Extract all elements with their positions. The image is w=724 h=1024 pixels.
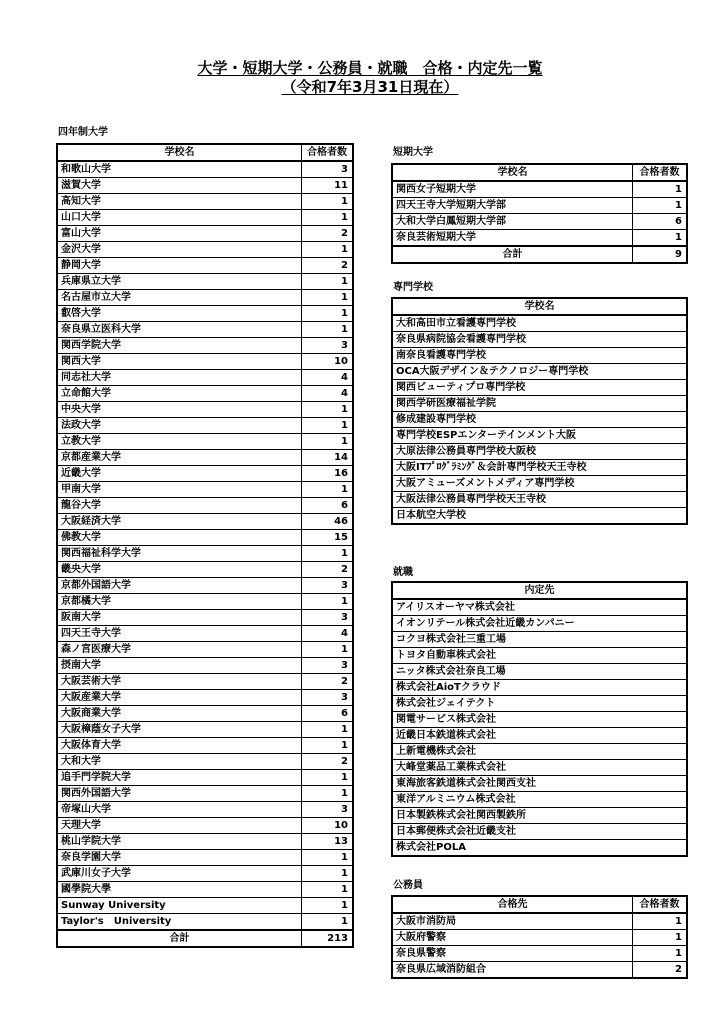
table-row — [393, 792, 687, 808]
company-name-cell: 株式会社POLA — [393, 840, 687, 856]
count-cell: 1 — [302, 914, 353, 931]
table-row — [58, 818, 353, 834]
junior-college-table — [392, 164, 687, 263]
count-cell: 1 — [633, 198, 687, 214]
company-name-cell: 日本郵便株式会社近畿支社 — [393, 824, 687, 840]
school-name-cell: 静岡大学 — [58, 258, 302, 274]
count-cell: 1 — [302, 418, 353, 434]
table-row — [393, 396, 687, 412]
count-cell: 1 — [302, 434, 353, 450]
count-cell: 1 — [302, 770, 353, 786]
company-name-cell: トヨタ自動車株式会社 — [393, 648, 687, 664]
count-cell: 1 — [633, 230, 687, 247]
count-cell: 3 — [302, 658, 353, 674]
total-label: 合計 — [393, 246, 633, 263]
table-row — [393, 198, 687, 214]
school-name-cell: 兵庫県立大学 — [58, 274, 302, 290]
school-name-cell: 奈良県警察 — [393, 946, 633, 962]
col-header-company: 内定先 — [393, 583, 687, 600]
table-row — [58, 530, 353, 546]
count-cell: 1 — [302, 482, 353, 498]
count-cell: 1 — [302, 290, 353, 306]
count-cell: 16 — [302, 466, 353, 482]
school-name-cell: 近畿大学 — [58, 466, 302, 482]
table-row — [58, 562, 353, 578]
table-row — [393, 696, 687, 712]
table-row — [393, 744, 687, 760]
public-service-table-header — [393, 897, 687, 914]
table-row — [393, 332, 687, 348]
count-cell: 2 — [302, 674, 353, 690]
table-row — [58, 866, 353, 882]
col-header-count: 合格者数 — [302, 145, 353, 162]
count-cell: 1 — [302, 866, 353, 882]
count-cell: 1 — [302, 594, 353, 610]
page-subtitle-date: （令和7年3月31日現在） — [281, 78, 459, 96]
school-name-cell: 大阪府警察 — [393, 930, 633, 946]
table-row — [393, 428, 687, 444]
count-cell: 1 — [302, 882, 353, 898]
count-cell: 3 — [302, 338, 353, 354]
school-name-cell: 帝塚山大学 — [58, 802, 302, 818]
employment-table-header — [393, 583, 687, 600]
table-row — [393, 380, 687, 396]
total-row — [393, 246, 687, 263]
count-cell: 15 — [302, 530, 353, 546]
table-row — [393, 712, 687, 728]
col-header-school-name: 学校名 — [58, 145, 302, 162]
school-name-cell: 大阪体育大学 — [58, 738, 302, 754]
school-name-cell: 関西学院大学 — [58, 338, 302, 354]
count-cell: 1 — [302, 738, 353, 754]
public-service-section-label: 公務員 — [393, 880, 423, 891]
university-section-label: 四年制大学 — [58, 127, 108, 138]
university-table-header — [58, 145, 353, 162]
table-row — [58, 498, 353, 514]
company-name-cell: 東海旅客鉄道株式会社関西支社 — [393, 776, 687, 792]
table-row — [58, 578, 353, 594]
count-cell: 1 — [302, 194, 353, 210]
company-name-cell: 株式会社AioTクラウド — [393, 680, 687, 696]
school-name-cell: 大阪樟蔭女子大学 — [58, 722, 302, 738]
table-row — [393, 364, 687, 380]
junior-college-section-label: 短期大学 — [393, 147, 433, 158]
table-row — [58, 674, 353, 690]
count-cell: 1 — [302, 722, 353, 738]
table-row — [58, 770, 353, 786]
table-row — [58, 370, 353, 386]
table-row — [393, 492, 687, 508]
school-name-cell: 中央大学 — [58, 402, 302, 418]
school-name-cell: 滋賀大学 — [58, 178, 302, 194]
count-cell: 1 — [302, 786, 353, 802]
school-name-cell: Taylor's University — [58, 914, 302, 931]
table-row — [393, 181, 687, 198]
table-row — [58, 626, 353, 642]
count-cell: 3 — [302, 161, 353, 178]
count-cell: 1 — [302, 546, 353, 562]
count-cell: 2 — [302, 562, 353, 578]
table-row — [393, 616, 687, 632]
table-row — [393, 946, 687, 962]
table-row — [393, 315, 687, 332]
table-row — [393, 824, 687, 840]
count-cell: 10 — [302, 354, 353, 370]
company-name-cell: 日本製鉄株式会社関西製鉄所 — [393, 808, 687, 824]
school-name-cell: 関西ビューティプロ専門学校 — [393, 380, 687, 396]
company-name-cell: 関電サービス株式会社 — [393, 712, 687, 728]
table-row — [393, 760, 687, 776]
count-cell: 1 — [302, 306, 353, 322]
table-row — [58, 226, 353, 242]
school-name-cell: 四天王寺大学 — [58, 626, 302, 642]
school-name-cell: 大阪ITﾌﾟﾛｸﾞﾗﾐﾝｸﾞ＆会計専門学校天王寺校 — [393, 460, 687, 476]
school-name-cell: 大阪経済大学 — [58, 514, 302, 530]
school-name-cell: 武庫川女子大学 — [58, 866, 302, 882]
company-name-cell: イオンリテール株式会社近畿カンパニー — [393, 616, 687, 632]
table-row — [393, 680, 687, 696]
table-row — [58, 434, 353, 450]
table-row — [58, 258, 353, 274]
count-cell: 4 — [302, 626, 353, 642]
table-row — [393, 214, 687, 230]
count-cell: 1 — [633, 181, 687, 198]
table-row — [58, 386, 353, 402]
school-name-cell: 奈良県立医科大学 — [58, 322, 302, 338]
school-name-cell: 阪南大学 — [58, 610, 302, 626]
school-name-cell: 京都橘大学 — [58, 594, 302, 610]
table-row — [58, 210, 353, 226]
count-cell: 2 — [302, 754, 353, 770]
school-name-cell: 専門学校ESPエンターテインメント大阪 — [393, 428, 687, 444]
school-name-cell: 大阪芸術大学 — [58, 674, 302, 690]
table-row — [58, 178, 353, 194]
table-row — [58, 354, 353, 370]
school-name-cell: 大阪商業大学 — [58, 706, 302, 722]
table-row — [58, 290, 353, 306]
school-name-cell: 龍谷大学 — [58, 498, 302, 514]
school-name-cell: 関西学研医療福祉学院 — [393, 396, 687, 412]
count-cell: 1 — [302, 402, 353, 418]
company-name-cell: 近畿日本鉄道株式会社 — [393, 728, 687, 744]
table-row — [393, 776, 687, 792]
count-cell: 1 — [302, 242, 353, 258]
company-name-cell: 株式会社ジェイテクト — [393, 696, 687, 712]
table-row — [393, 476, 687, 492]
school-name-cell: 関西福祉科学大学 — [58, 546, 302, 562]
count-cell: 6 — [302, 706, 353, 722]
table-row — [58, 418, 353, 434]
total-value: 9 — [633, 246, 687, 263]
employment-table — [392, 582, 687, 856]
university-table — [57, 144, 353, 947]
table-row — [393, 840, 687, 856]
school-name-cell: 追手門学院大学 — [58, 770, 302, 786]
school-name-cell: 大阪法律公務員専門学校天王寺校 — [393, 492, 687, 508]
count-cell: 11 — [302, 178, 353, 194]
count-cell: 1 — [302, 898, 353, 914]
vocational-table — [392, 298, 687, 524]
table-row — [393, 808, 687, 824]
table-row — [58, 546, 353, 562]
school-name-cell: 大阪産業大学 — [58, 690, 302, 706]
table-row — [58, 722, 353, 738]
vocational-table-header — [393, 299, 687, 316]
school-name-cell: 関西外国語大学 — [58, 786, 302, 802]
school-name-cell: 桃山学院大学 — [58, 834, 302, 850]
school-name-cell: 國學院大學 — [58, 882, 302, 898]
count-cell: 3 — [302, 610, 353, 626]
school-name-cell: 大和高田市立看護専門学校 — [393, 315, 687, 332]
table-row — [393, 632, 687, 648]
col-header-count: 合格者数 — [633, 165, 687, 182]
school-name-cell: 大阪アミューズメントメディア専門学校 — [393, 476, 687, 492]
school-name-cell: 富山大学 — [58, 226, 302, 242]
table-row — [393, 913, 687, 930]
school-name-cell: 金沢大学 — [58, 242, 302, 258]
total-label: 合計 — [58, 930, 302, 947]
school-name-cell: 甲南大学 — [58, 482, 302, 498]
count-cell: 1 — [633, 930, 687, 946]
count-cell: 1 — [302, 210, 353, 226]
table-row — [393, 648, 687, 664]
table-row — [58, 274, 353, 290]
count-cell: 1 — [633, 946, 687, 962]
vocational-section-label: 専門学校 — [393, 282, 433, 293]
table-row — [58, 786, 353, 802]
table-row — [58, 738, 353, 754]
page-title: 大学・短期大学・公務員・就職 合格・内定先一覧 — [197, 59, 543, 77]
table-row — [393, 230, 687, 247]
school-name-cell: 奈良県広域消防組合 — [393, 962, 633, 978]
school-name-cell: 大和大学 — [58, 754, 302, 770]
table-row — [58, 802, 353, 818]
school-name-cell: 和歌山大学 — [58, 161, 302, 178]
school-name-cell: 南奈良看護専門学校 — [393, 348, 687, 364]
table-row — [58, 450, 353, 466]
table-row — [393, 599, 687, 616]
school-name-cell: 佛教大学 — [58, 530, 302, 546]
table-row — [58, 338, 353, 354]
table-row — [393, 962, 687, 978]
school-name-cell: 関西女子短期大学 — [393, 181, 633, 198]
count-cell: 10 — [302, 818, 353, 834]
company-name-cell: ニッタ株式会社奈良工場 — [393, 664, 687, 680]
company-name-cell: コクヨ株式会社三重工場 — [393, 632, 687, 648]
school-name-cell: 法政大学 — [58, 418, 302, 434]
table-row — [393, 930, 687, 946]
table-row — [393, 348, 687, 364]
table-row — [58, 322, 353, 338]
count-cell: 6 — [633, 214, 687, 230]
count-cell: 2 — [633, 962, 687, 978]
table-row — [58, 466, 353, 482]
table-row — [58, 658, 353, 674]
count-cell: 2 — [302, 226, 353, 242]
table-row — [58, 482, 353, 498]
table-row — [58, 514, 353, 530]
table-row — [58, 898, 353, 914]
school-name-cell: Sunway University — [58, 898, 302, 914]
school-name-cell: 立命館大学 — [58, 386, 302, 402]
table-row — [58, 850, 353, 866]
school-name-cell: 日本航空大学校 — [393, 508, 687, 524]
count-cell: 4 — [302, 370, 353, 386]
count-cell: 1 — [302, 322, 353, 338]
school-name-cell: OCA大阪デザイン＆テクノロジー専門学校 — [393, 364, 687, 380]
table-row — [58, 610, 353, 626]
table-row — [58, 690, 353, 706]
table-row — [58, 161, 353, 178]
public-service-table — [392, 896, 687, 978]
table-row — [393, 664, 687, 680]
col-header-count: 合格者数 — [633, 897, 687, 914]
school-name-cell: 畿央大学 — [58, 562, 302, 578]
table-row — [58, 706, 353, 722]
table-row — [58, 402, 353, 418]
table-row — [393, 444, 687, 460]
school-name-cell: 大阪市消防局 — [393, 913, 633, 930]
company-name-cell: 上新電機株式会社 — [393, 744, 687, 760]
count-cell: 1 — [633, 913, 687, 930]
table-row — [393, 412, 687, 428]
count-cell: 13 — [302, 834, 353, 850]
count-cell: 4 — [302, 386, 353, 402]
school-name-cell: 関西大学 — [58, 354, 302, 370]
count-cell: 2 — [302, 258, 353, 274]
school-name-cell: 摂南大学 — [58, 658, 302, 674]
table-row — [393, 460, 687, 476]
count-cell: 6 — [302, 498, 353, 514]
table-row — [58, 242, 353, 258]
table-row — [58, 306, 353, 322]
table-row — [393, 728, 687, 744]
table-row — [58, 882, 353, 898]
company-name-cell: アイリスオーヤマ株式会社 — [393, 599, 687, 616]
table-row — [58, 642, 353, 658]
count-cell: 1 — [302, 850, 353, 866]
table-row — [393, 508, 687, 524]
employment-section-label: 就職 — [393, 567, 413, 578]
total-value: 213 — [302, 930, 353, 947]
school-name-cell: 森ノ宮医療大学 — [58, 642, 302, 658]
school-name-cell: 修成建設専門学校 — [393, 412, 687, 428]
school-name-cell: 山口大学 — [58, 210, 302, 226]
school-name-cell: 京都外国語大学 — [58, 578, 302, 594]
count-cell: 3 — [302, 802, 353, 818]
count-cell: 46 — [302, 514, 353, 530]
table-row — [58, 754, 353, 770]
table-row — [58, 594, 353, 610]
total-row — [58, 930, 353, 947]
school-name-cell: 高知大学 — [58, 194, 302, 210]
col-header-school-name: 学校名 — [393, 299, 687, 316]
school-name-cell: 名古屋市立大学 — [58, 290, 302, 306]
school-name-cell: 立教大学 — [58, 434, 302, 450]
school-name-cell: 大原法律公務員専門学校大阪校 — [393, 444, 687, 460]
table-row — [58, 834, 353, 850]
col-header-destination: 合格先 — [393, 897, 633, 914]
count-cell: 1 — [302, 642, 353, 658]
school-name-cell: 同志社大学 — [58, 370, 302, 386]
school-name-cell: 叡啓大学 — [58, 306, 302, 322]
count-cell: 3 — [302, 578, 353, 594]
school-name-cell: 天理大学 — [58, 818, 302, 834]
junior-college-table-header — [393, 165, 687, 182]
col-header-school-name: 学校名 — [393, 165, 633, 182]
school-name-cell: 奈良芸術短期大学 — [393, 230, 633, 247]
school-name-cell: 大和大学白鳳短期大学部 — [393, 214, 633, 230]
school-name-cell: 奈良学園大学 — [58, 850, 302, 866]
count-cell: 3 — [302, 690, 353, 706]
table-row — [58, 914, 353, 931]
company-name-cell: 東洋アルミニウム株式会社 — [393, 792, 687, 808]
school-name-cell: 四天王寺大学短期大学部 — [393, 198, 633, 214]
table-row — [58, 194, 353, 210]
company-name-cell: 大峰堂薬品工業株式会社 — [393, 760, 687, 776]
count-cell: 1 — [302, 274, 353, 290]
count-cell: 14 — [302, 450, 353, 466]
school-name-cell: 奈良県病院協会看護専門学校 — [393, 332, 687, 348]
school-name-cell: 京都産業大学 — [58, 450, 302, 466]
